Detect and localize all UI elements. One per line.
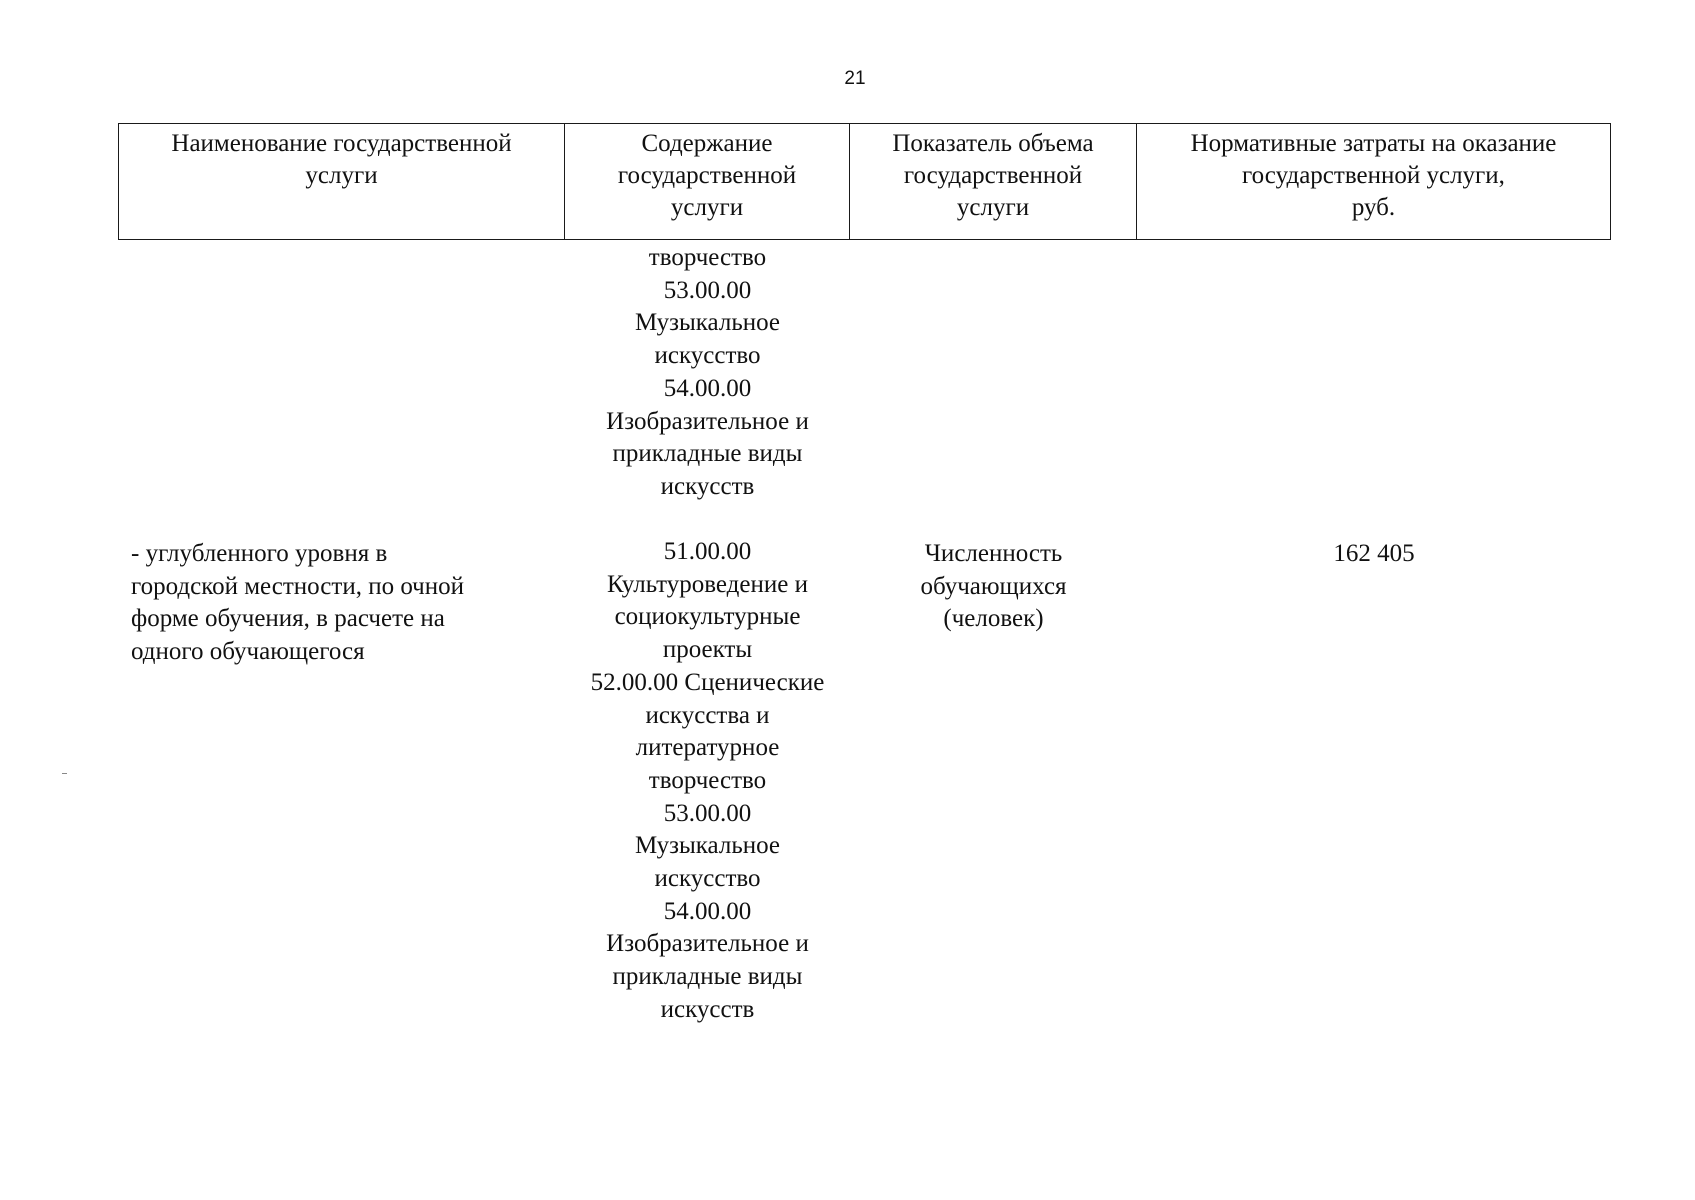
content-line: прикладные виды — [612, 440, 803, 468]
table-header — [118, 123, 1611, 240]
content-line: Культуроведение и — [607, 570, 808, 598]
row-normative-cost: 162 405 — [1333, 540, 1415, 567]
content-line: проекты — [662, 636, 753, 664]
indicator-line: обучающихся — [920, 572, 1067, 600]
content-line: 54.00.00 — [663, 374, 752, 402]
content-line: 51.00.00 — [663, 538, 752, 565]
content-line: Изобразительное и — [606, 407, 809, 435]
content-line: Изобразительное и — [606, 930, 809, 958]
header-normative-costs: Нормативные затраты на оказание государственной услуги, руб. — [1190, 130, 1557, 221]
name-line: форме обучения, в расчете на — [131, 605, 445, 632]
row-service-name — [131, 538, 561, 668]
margin-mark — [62, 773, 67, 774]
content-line: 54.00.00 — [663, 897, 752, 925]
content-line: 52.00.00 Сценические — [590, 668, 825, 696]
name-line: - углубленного уровня в — [131, 540, 388, 567]
content-line: искусство — [654, 342, 761, 370]
header-volume-indicator: Показатель объема государственной услуги — [850, 124, 1137, 239]
content-line: Музыкальное — [634, 309, 781, 337]
content-line: творчество — [648, 766, 767, 794]
header-service-content: Содержание государственной услуги — [565, 124, 850, 239]
content-line: социокультурные — [614, 603, 801, 631]
content-line: Музыкальное — [634, 832, 781, 860]
content-line: литературное — [635, 734, 780, 762]
content-line: искусств — [660, 472, 755, 500]
indicator-line: (человек) — [943, 605, 1044, 632]
content-line: искусства и — [645, 701, 770, 729]
page-number: 21 — [844, 68, 866, 89]
row-service-content — [565, 536, 850, 1027]
content-line: 53.00.00 — [663, 799, 752, 827]
row-volume-indicator — [850, 538, 1137, 636]
content-line: 53.00.00 — [663, 276, 752, 304]
name-line: городской местности, по очной — [131, 572, 465, 600]
indicator-line: Численность — [924, 540, 1063, 567]
content-line: творчество — [648, 244, 767, 271]
header-service-name: Наименование государственной услуги — [119, 124, 565, 239]
content-line: искусство — [654, 865, 761, 893]
content-line: прикладные виды — [612, 963, 803, 991]
continued-service-content — [565, 242, 850, 504]
name-line: одного обучающегося — [131, 637, 365, 665]
content-line: искусств — [660, 995, 755, 1023]
